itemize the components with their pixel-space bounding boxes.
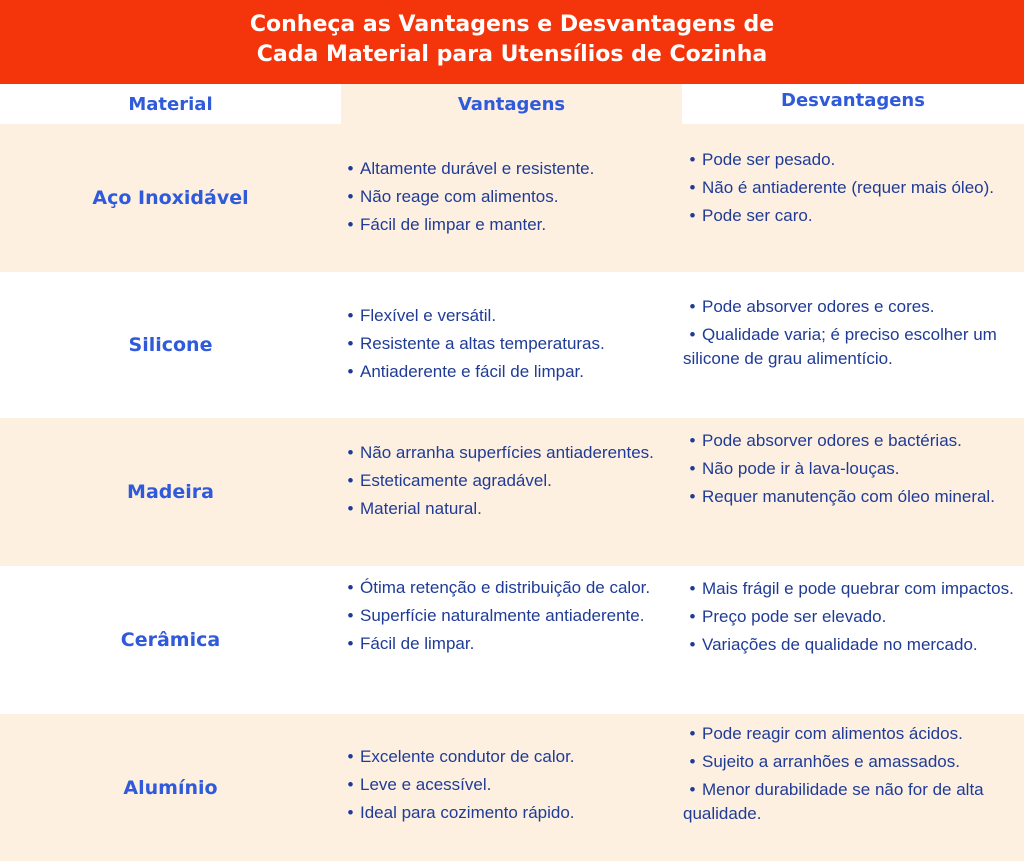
con-item: [683, 485, 1019, 509]
pros-list: [341, 157, 671, 237]
bullet-icon: •: [347, 187, 354, 206]
pro-item: [341, 441, 671, 465]
item-text: Superfície naturalmente antiaderente.: [360, 606, 645, 625]
item-text: Menor durabilidade se não for de alta qualidade.: [683, 780, 984, 823]
pro-item: [341, 801, 671, 825]
table-header: [0, 84, 1024, 124]
title-line-1: Conheça as Vantagens e Desvantagens de: [249, 12, 775, 37]
header-material: Material: [128, 93, 213, 115]
bullet-icon: •: [689, 178, 696, 197]
bullet-icon: •: [347, 334, 354, 353]
con-item: [683, 722, 1019, 746]
bullet-icon: •: [347, 306, 354, 325]
item-text: Esteticamente agradável.: [360, 471, 552, 490]
bullet-icon: •: [689, 752, 696, 771]
item-text: Não arranha superfícies antiaderentes.: [360, 443, 654, 462]
item-text: Pode reagir com alimentos ácidos.: [702, 724, 963, 743]
material-name: Madeira: [127, 481, 214, 503]
con-item: [683, 176, 1019, 200]
con-item: [683, 633, 1019, 657]
pro-item: [341, 576, 671, 600]
item-text: Resistente a altas temperaturas.: [360, 334, 605, 353]
item-text: Flexível e versátil.: [360, 306, 497, 325]
cons-list: [683, 429, 1019, 509]
bullet-icon: •: [689, 325, 696, 344]
con-item: [683, 323, 1019, 371]
bullet-icon: •: [347, 634, 354, 653]
item-text: Sujeito a arranhões e amassados.: [702, 752, 960, 771]
bullet-icon: •: [689, 780, 696, 799]
con-item: [683, 778, 1019, 826]
bullet-icon: •: [689, 431, 696, 450]
bullet-icon: •: [689, 607, 696, 626]
bullet-icon: •: [347, 775, 354, 794]
item-text: Não pode ir à lava-louças.: [702, 459, 900, 478]
cons-list: [683, 722, 1019, 826]
bullet-icon: •: [689, 579, 696, 598]
item-text: Ideal para cozimento rápido.: [360, 803, 575, 822]
item-text: Variações de qualidade no mercado.: [702, 635, 978, 654]
pro-item: [341, 632, 671, 656]
item-text: Não é antiaderente (requer mais óleo).: [702, 178, 994, 197]
bullet-icon: •: [347, 471, 354, 490]
pro-item: [341, 360, 671, 384]
header-desvantagens: Desvantagens: [781, 90, 925, 111]
cons-list: [683, 295, 1019, 371]
table-row: [0, 566, 1024, 714]
con-item: [683, 605, 1019, 629]
bullet-icon: •: [689, 724, 696, 743]
item-text: Pode ser caro.: [702, 206, 813, 225]
pro-item: [341, 185, 671, 209]
pro-item: [341, 213, 671, 237]
item-text: Preço pode ser elevado.: [702, 607, 887, 626]
con-item: [683, 457, 1019, 481]
bullet-icon: •: [347, 578, 354, 597]
cons-list: [683, 148, 1019, 228]
item-text: Fácil de limpar e manter.: [360, 215, 547, 234]
con-item: [683, 148, 1019, 172]
table-row: [0, 124, 1024, 272]
bullet-icon: •: [347, 215, 354, 234]
bullet-icon: •: [347, 159, 354, 178]
bullet-icon: •: [347, 443, 354, 462]
pros-list: [341, 304, 671, 384]
bullet-icon: •: [689, 297, 696, 316]
material-name: Aço Inoxidável: [92, 187, 249, 209]
pros-list: [341, 745, 671, 825]
bullet-icon: •: [689, 487, 696, 506]
item-text: Não reage com alimentos.: [360, 187, 559, 206]
item-text: Fácil de limpar.: [360, 634, 475, 653]
bullet-icon: •: [347, 747, 354, 766]
item-text: Pode absorver odores e bactérias.: [702, 431, 962, 450]
con-item: [683, 204, 1019, 228]
item-text: Pode absorver odores e cores.: [702, 297, 935, 316]
item-text: Requer manutenção com óleo mineral.: [702, 487, 995, 506]
con-item: [683, 429, 1019, 453]
item-text: Altamente durável e resistente.: [360, 159, 595, 178]
con-item: [683, 577, 1019, 601]
item-text: Antiaderente e fácil de limpar.: [360, 362, 584, 381]
pro-item: [341, 157, 671, 181]
material-name: Alumínio: [123, 776, 218, 799]
pro-item: [341, 773, 671, 797]
material-name: Silicone: [128, 334, 213, 356]
con-item: [683, 295, 1019, 319]
pro-item: [341, 332, 671, 356]
item-text: Excelente condutor de calor.: [360, 747, 575, 766]
con-item: [683, 750, 1019, 774]
cons-list: [683, 577, 1019, 657]
item-text: Mais frágil e pode quebrar com impactos.: [702, 579, 1014, 598]
bullet-icon: •: [347, 606, 354, 625]
bullet-icon: •: [689, 459, 696, 478]
material-name: Cerâmica: [120, 629, 221, 651]
bullet-icon: •: [689, 635, 696, 654]
pro-item: [341, 469, 671, 493]
header-vantagens: Vantagens: [341, 84, 682, 124]
pros-list: [341, 441, 671, 521]
table-row: [0, 272, 1024, 418]
item-text: Ótima retenção e distribuição de calor.: [360, 578, 651, 597]
pro-item: [341, 304, 671, 328]
item-text: Qualidade varia; é preciso escolher um silicone de grau alimentício.: [683, 325, 997, 368]
bullet-icon: •: [689, 206, 696, 225]
pros-list: [341, 576, 671, 656]
item-text: Material natural.: [360, 499, 482, 518]
bullet-icon: •: [347, 362, 354, 381]
pro-item: [341, 604, 671, 628]
pro-item: [341, 745, 671, 769]
item-text: Pode ser pesado.: [702, 150, 836, 169]
title-banner: [0, 0, 1024, 84]
bullet-icon: •: [689, 150, 696, 169]
title-line-2: Cada Material para Utensílios de Cozinha: [256, 42, 768, 67]
table-row: [0, 714, 1024, 861]
pro-item: [341, 497, 671, 521]
bullet-icon: •: [347, 803, 354, 822]
table-row: [0, 418, 1024, 566]
item-text: Leve e acessível.: [360, 775, 492, 794]
bullet-icon: •: [347, 499, 354, 518]
